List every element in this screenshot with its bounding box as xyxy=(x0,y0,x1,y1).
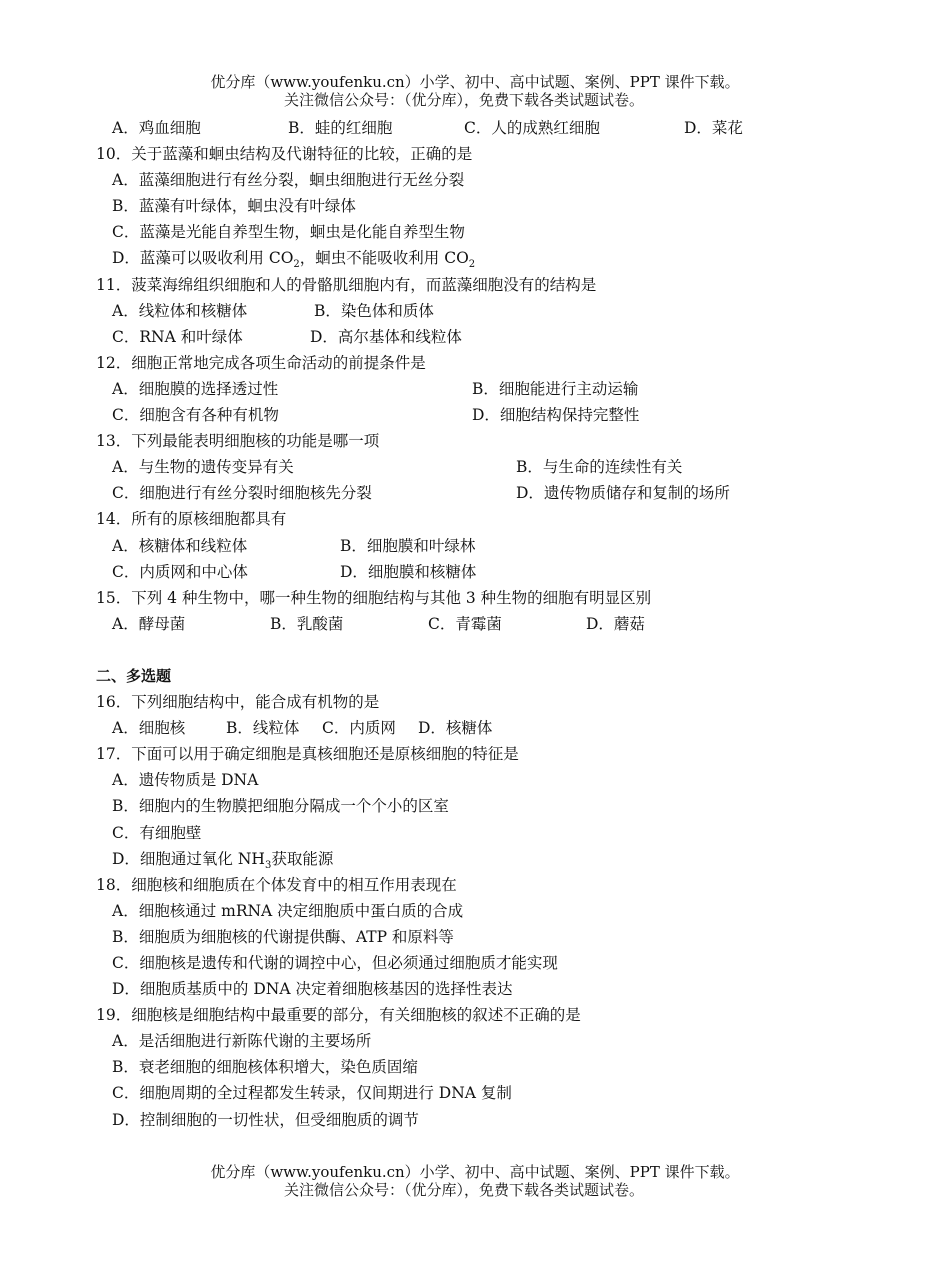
question-18-stem: 18．细胞核和细胞质在个体发育中的相互作用表现在 xyxy=(96,875,457,894)
q12-options-row-1 xyxy=(96,376,896,402)
question-9-options xyxy=(96,115,896,141)
q10-option-b: B．蓝藻有叶绿体，蛔虫没有叶绿体 xyxy=(112,197,356,216)
q13-options-row-1 xyxy=(96,454,896,480)
q10-option-d-sub-1: 2 xyxy=(293,259,300,271)
q12-option-a: A．细胞膜的选择透过性 xyxy=(112,379,279,398)
q13-options-row-2 xyxy=(96,480,896,506)
q13-option-c: C．细胞进行有丝分裂时细胞核先分裂 xyxy=(112,484,372,503)
q12-option-b: B．细胞能进行主动运输 xyxy=(472,379,639,398)
q14-option-a: A．核糖体和线粒体 xyxy=(112,536,248,555)
q14-option-b: B．细胞膜和叶绿林 xyxy=(340,536,476,555)
q11-option-d: D．高尔基体和线粒体 xyxy=(310,327,462,346)
page-footer xyxy=(0,1163,950,1199)
q16-option-b: B．线粒体 xyxy=(226,719,300,738)
q17-option-c: C．有细胞壁 xyxy=(112,823,202,842)
q13-option-a: A．与生物的遗传变异有关 xyxy=(112,458,294,477)
q10-option-d-sub-2: 2 xyxy=(468,259,476,271)
q14-option-c: C．内质网和中心体 xyxy=(112,562,248,581)
exam-content xyxy=(96,115,896,1133)
q15-option-a: A．酵母菌 xyxy=(112,614,186,633)
q18-option-b: B．细胞质为细胞核的代谢提供酶、ATP 和原料等 xyxy=(112,927,454,946)
section-2-title: 二、多选题 xyxy=(96,666,172,685)
question-15-options xyxy=(96,611,896,637)
question-16-stem: 16．下列细胞结构中，能合成有机物的是 xyxy=(96,693,380,712)
q17-option-d-sub: 3 xyxy=(264,859,272,871)
page-header xyxy=(0,73,950,109)
question-16-options xyxy=(96,715,896,741)
q13-option-b: B．与生命的连续性有关 xyxy=(516,458,683,477)
q17-option-a: A．遗传物质是 DNA xyxy=(112,771,259,790)
q19-option-d: D．控制细胞的一切性状，但受细胞质的调节 xyxy=(112,1110,419,1129)
q19-option-c: C．细胞周期的全过程都发生转录，仅间期进行 DNA 复制 xyxy=(112,1084,512,1103)
q10-option-d-text-1: D．蓝藻可以吸收利用 CO xyxy=(112,249,294,268)
q10-option-d-text-2: ，蛔虫不能吸收利用 CO xyxy=(299,249,469,268)
q9-option-a: A．鸡血细胞 xyxy=(112,119,201,137)
q12-options-row-2 xyxy=(96,402,896,428)
q11-option-b: B．染色体和质体 xyxy=(314,301,434,320)
q16-option-c: C．内质网 xyxy=(322,719,396,738)
q16-option-a: A．细胞核 xyxy=(112,719,186,738)
q15-option-b: B．乳酸菌 xyxy=(270,614,344,633)
q11-options-row-2 xyxy=(96,324,896,350)
q12-option-c: C．细胞含有各种有机物 xyxy=(112,406,279,425)
q10-option-a: A．蓝藻细胞进行有丝分裂，蛔虫细胞进行无丝分裂 xyxy=(112,171,465,190)
q17-option-d xyxy=(96,846,896,872)
q12-option-d: D．细胞结构保持完整性 xyxy=(472,406,640,425)
footer-line-2: 关注微信公众号：（优分库），免费下载各类试题试卷。 xyxy=(283,1181,644,1199)
header-line-2: 关注微信公众号：（优分库），免费下载各类试题试卷。 xyxy=(283,91,644,109)
q9-option-b: B．蛙的红细胞 xyxy=(288,119,393,137)
q10-option-c: C．蓝藻是光能自养型生物，蛔虫是化能自养型生物 xyxy=(112,223,465,242)
q18-option-c: C．细胞核是遗传和代谢的调控中心，但必须通过细胞质才能实现 xyxy=(112,954,558,972)
q18-option-a: A．细胞核通过 mRNA 决定细胞质中蛋白质的合成 xyxy=(112,901,464,920)
q17-option-d-text-1: D．细胞通过氧化 NH xyxy=(112,849,265,868)
question-19-stem: 19．细胞核是细胞结构中最重要的部分，有关细胞核的叙述不正确的是 xyxy=(96,1006,581,1025)
header-line-1: 优分库（www.youfenku.cn）小学、初中、高中试题、案例、PPT 课件下载。 xyxy=(210,73,740,91)
q13-option-d: D．遗传物质储存和复制的场所 xyxy=(516,484,730,503)
q17-option-b: B．细胞内的生物膜把细胞分隔成一个个小的区室 xyxy=(112,797,449,816)
q11-options-row-1 xyxy=(96,298,896,324)
q17-option-d-text-2: 获取能源 xyxy=(271,849,334,868)
q19-option-a: A．是活细胞进行新陈代谢的主要场所 xyxy=(112,1032,372,1051)
q9-option-d: D．菜花 xyxy=(684,119,743,137)
q15-option-c: C．青霉菌 xyxy=(428,614,502,633)
question-15-stem: 15．下列 4 种生物中，哪一种生物的细胞结构与其他 3 种生物的细胞有明显区别 xyxy=(96,588,652,607)
question-13-stem: 13．下列最能表明细胞核的功能是哪一项 xyxy=(96,432,380,451)
question-14-stem: 14．所有的原核细胞都具有 xyxy=(96,510,287,529)
q11-option-c: C．RNA 和叶绿体 xyxy=(112,327,243,346)
question-11-stem: 11．菠菜海绵组织细胞和人的骨骼肌细胞内有，而蓝藻细胞没有的结构是 xyxy=(96,275,597,294)
q14-option-d: D．细胞膜和核糖体 xyxy=(340,562,477,581)
question-12-stem: 12．细胞正常地完成各项生命活动的前提条件是 xyxy=(96,353,426,372)
q14-options-row-1 xyxy=(96,533,896,559)
question-17-stem: 17．下面可以用于确定细胞是真核细胞还是原核细胞的特征是 xyxy=(96,745,519,764)
q11-option-a: A．线粒体和核糖体 xyxy=(112,301,248,320)
section-spacer xyxy=(96,637,896,663)
q10-option-d xyxy=(96,245,896,271)
q18-option-d: D．细胞质基质中的 DNA 决定着细胞核基因的选择性表达 xyxy=(112,980,513,999)
q15-option-d: D．蘑菇 xyxy=(586,614,645,633)
question-10-stem: 10．关于蓝藻和蛔虫结构及代谢特征的比较，正确的是 xyxy=(96,145,473,164)
q16-option-d: D．核糖体 xyxy=(418,719,493,738)
q9-option-c: C．人的成熟红细胞 xyxy=(464,119,600,137)
q14-options-row-2 xyxy=(96,559,896,585)
footer-line-1: 优分库（www.youfenku.cn）小学、初中、高中试题、案例、PPT 课件下载。 xyxy=(210,1163,740,1181)
q19-option-b: B．衰老细胞的细胞核体积增大，染色质固缩 xyxy=(112,1058,418,1077)
